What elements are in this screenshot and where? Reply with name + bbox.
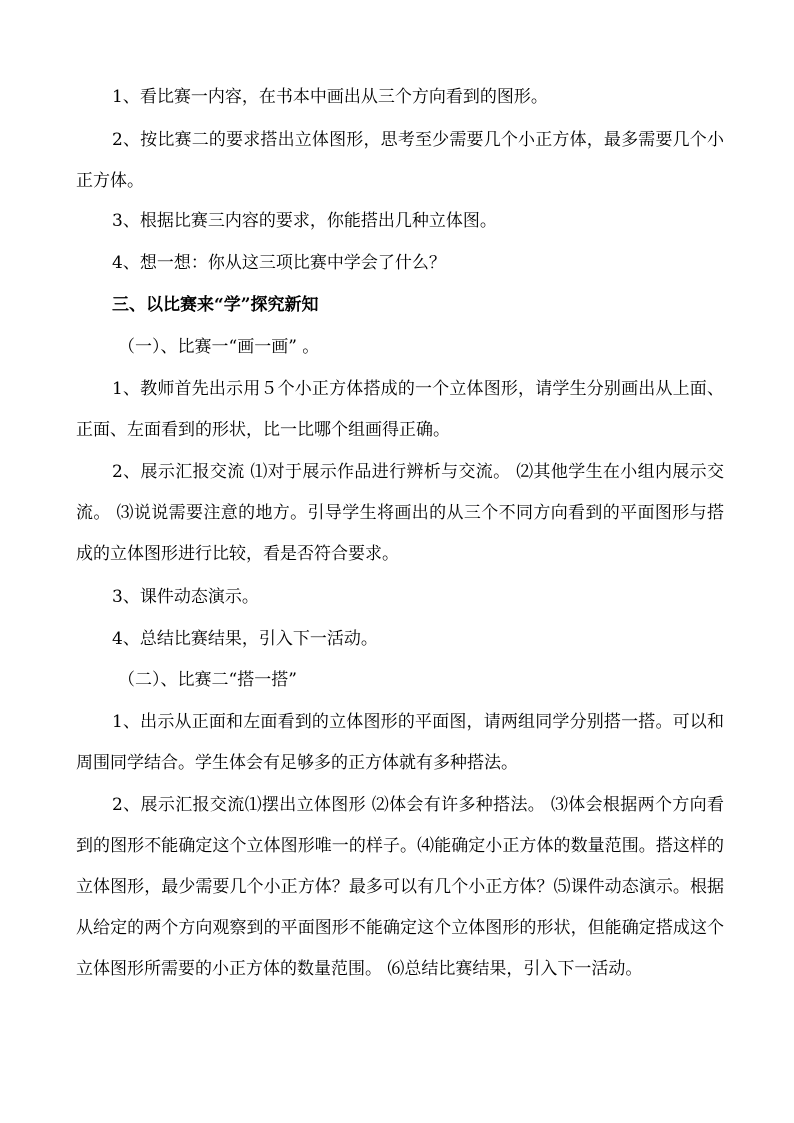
- paragraph-contest2-item1: 1、出示从正面和左面看到的立体图形的平面图，请两组同学分别搭一搭。可以和周围同学结合。学生体会有足够多的正方体就有多种搭法。: [76, 712, 724, 773]
- subheading-contest-2: （二）、比赛二“搭一搭”: [118, 670, 297, 690]
- paragraph-contest1-item3: 3、课件动态演示。: [112, 587, 259, 607]
- subheading-contest-1: （一）、比赛一“画一画” 。: [118, 337, 320, 357]
- paragraph-step-1: 1、看比赛一内容，在书本中画出从三个方向看到的图形。: [112, 87, 548, 107]
- paragraph-contest1-item4: 4、总结比赛结果，引入下一活动。: [112, 629, 378, 649]
- paragraph-step-2: 2、按比赛二的要求搭出立体图形，思考至少需要几个小正方体，最多需要几个小正方体。: [76, 130, 724, 191]
- paragraph-contest1-item2: 2、展示汇报交流 ⑴对于展示作品进行辨析与交流。 ⑵其他学生在小组内展示交流。 ⑶说说需要注意的地方。引导学生将画出的从三个不同方向看到的平面图形与搭成的立体图形进行比较，看是否符合要求。: [76, 462, 724, 564]
- paragraph-step-4: 4、想一想：你从这三项比赛中学会了什么？: [112, 253, 446, 273]
- section-heading: 三、以比赛来“学”探究新知: [112, 295, 319, 315]
- paragraph-step-3: 3、根据比赛三内容的要求，你能搭出几种立体图。: [112, 211, 497, 231]
- paragraph-contest2-item2: 2、展示汇报交流⑴摆出立体图形 ⑵体会有许多种搭法。 ⑶体会根据两个方向看到的图形不能确定这个立体图形唯一的样子。⑷能确定小正方体的数量范围。搭这样的立体图形，最少需要几个小正方体？最多可以有几个小正方体？⑸课件动态演示。根据从给定的两个方向观察到的平面图形不能确定这个立体图形的形状，但能确定搭成这个立体图形所需要的小正方体的数量范围。 ⑹总结比赛结果，引入下一活动。: [76, 795, 724, 979]
- paragraph-contest1-item1: 1、教师首先出示用５个小正方体搭成的一个立体图形，请学生分别画出从上面、正面、左面看到的形状，比一比哪个组画得正确。: [76, 379, 724, 440]
